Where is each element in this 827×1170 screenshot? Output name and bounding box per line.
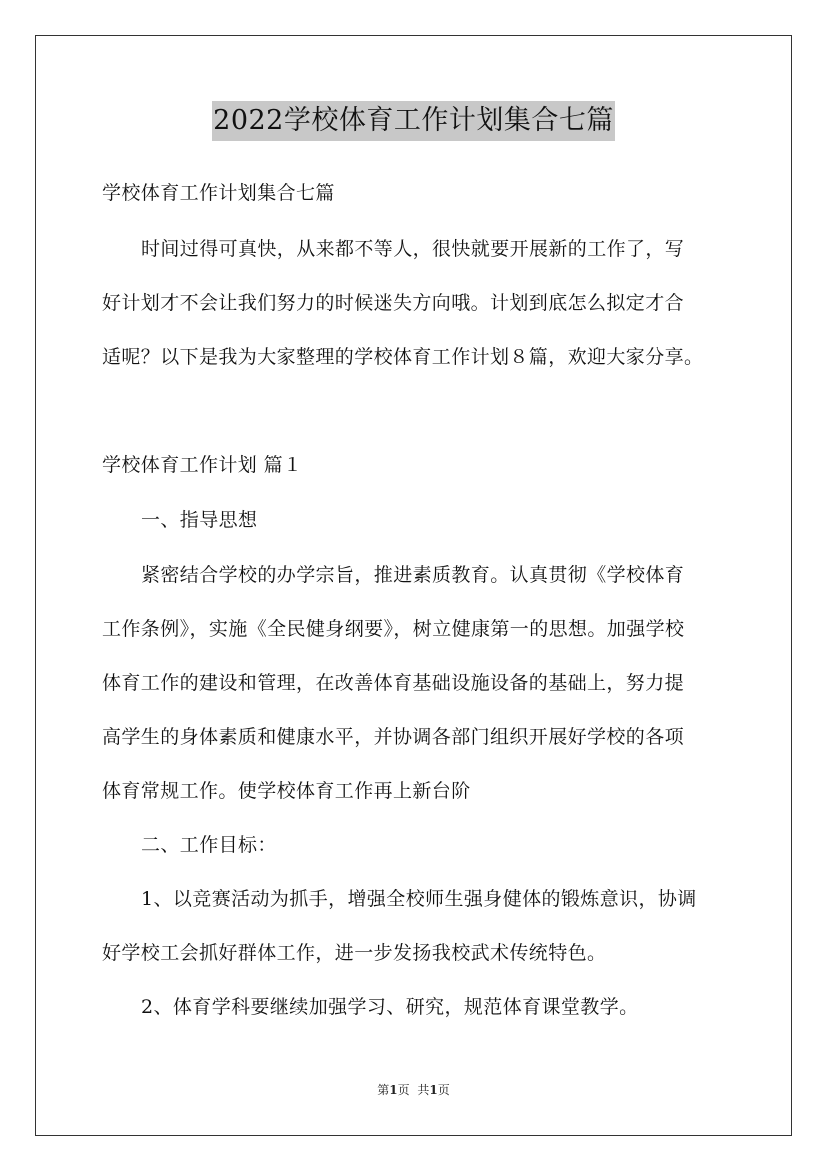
paragraph-line-3: 体育工作的建设和管理，在改善体育基础设施设备的基础上，努力提 bbox=[102, 672, 685, 694]
footer-page-number: 1 bbox=[389, 1083, 398, 1097]
footer-page-suffix: 页 bbox=[397, 1083, 410, 1097]
paragraph-line-5: 体育常规工作。使学校体育工作再上新台阶 bbox=[102, 780, 471, 802]
section-heading: 学校体育工作计划 篇１ bbox=[102, 454, 303, 476]
intro-line-3: 适呢？以下是我为大家整理的学校体育工作计划８篇，欢迎大家分享。 bbox=[102, 346, 704, 368]
goal-1-line-2: 好学校工会抓好群体工作，进一步发扬我校武术传统特色。 bbox=[102, 942, 607, 964]
paragraph-line-2: 工作条例》，实施《全民健身纲要》，树立健康第一的思想。加强学校 bbox=[102, 618, 685, 640]
heading-guiding-ideology: 一、指导思想 bbox=[141, 509, 258, 531]
footer-total-prefix: 共 bbox=[417, 1083, 430, 1097]
footer-total-suffix: 页 bbox=[437, 1083, 450, 1097]
title-area bbox=[0, 101, 827, 141]
heading-work-goals: 二、工作目标： bbox=[141, 834, 277, 856]
page-footer bbox=[0, 1082, 827, 1098]
goal-1-line-1: 1、以竞赛活动为抓手，增强全校师生强身健体的锻炼意识，协调 bbox=[141, 888, 697, 910]
subtitle-line: 学校体育工作计划集合七篇 bbox=[102, 182, 335, 204]
footer-total-pages: 1 bbox=[429, 1083, 438, 1097]
intro-line-1: 时间过得可真快，从来都不等人，很快就要开展新的工作了，写 bbox=[141, 238, 685, 260]
paragraph-line-4: 高学生的身体素质和健康水平，并协调各部门组织开展好学校的各项 bbox=[102, 726, 685, 748]
footer-page-prefix: 第 bbox=[377, 1083, 390, 1097]
document-title: 2022学校体育工作计划集合七篇 bbox=[212, 101, 615, 141]
paragraph-line-1: 紧密结合学校的办学宗旨，推进素质教育。认真贯彻《学校体育 bbox=[141, 564, 685, 586]
intro-line-2: 好计划才不会让我们努力的时候迷失方向哦。计划到底怎么拟定才合 bbox=[102, 292, 685, 314]
goal-2-line-1: 2、体育学科要继续加强学习、研究，规范体育课堂教学。 bbox=[141, 996, 639, 1018]
